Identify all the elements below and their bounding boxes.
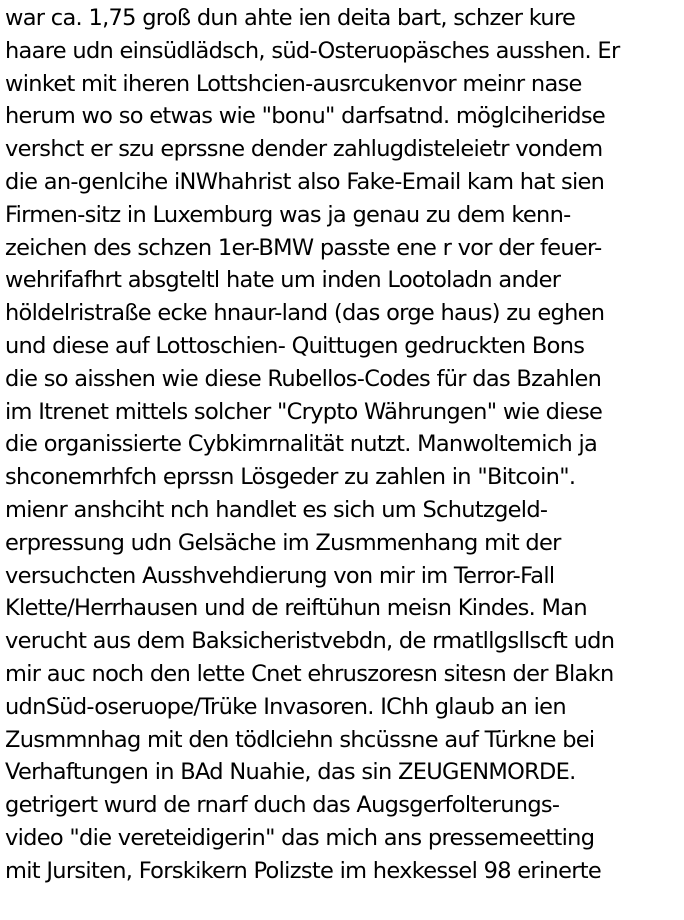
text-line-23: Zusmmnhag mit den tödlciehn shcüssne auf Türkne bei [5, 726, 595, 753]
text-line-13: im Itrenet mittels solcher "Crypto Währungen" wie diese [5, 398, 603, 425]
text-line-2: haare udn einsüdlädsch, süd-Osteruopäsches ausshen. Er [5, 37, 620, 64]
text-line-21: mir auc noch den lette Cnet ehruszoresn sitesn der Blakn [5, 660, 614, 687]
text-line-12: die so aisshen wie diese Rubellos-Codes für das Bzahlen [5, 365, 602, 392]
text-line-1: war ca. 1,75 groß dun ahte ien deita bart, schzer kure [5, 5, 576, 31]
text-line-27: mit Jursiten, Forskikern Polizste im hexkessel 98 erinerte [5, 857, 602, 884]
text-line-3: winket mit iheren Lottshcien-ausrcukenvor meinr nase [5, 70, 582, 97]
text-line-5: vershct er szu eprssne dender zahlugdisteleietr vondem [5, 136, 603, 163]
text-line-22: udnSüd-oseruope/Trüke Invasoren. IChh glaub an ien [5, 693, 566, 720]
body-text [5, 2, 681, 888]
text-line-24: Verhaftungen in BAd Nuahie, das sin ZEUGENMORDE. [5, 759, 576, 786]
text-line-11: und diese auf Lottoschien- Quittugen gedruckten Bons [5, 332, 585, 359]
text-line-9: wehrifafhrt absgteltl hate um inden Lootoladn ander [5, 267, 561, 294]
text-line-18: versuchcten Ausshvehdierung von mir im Terror-Fall [5, 562, 555, 589]
text-line-14: die organissierte Cybkimrnalität nutzt. Manwoltemich ja [5, 431, 598, 458]
text-line-15: shconemrhfch eprssn Lösgeder zu zahlen in "Bitcoin". [5, 464, 576, 491]
text-line-7: Firmen-sitz in Luxemburg was ja genau zu dem kenn- [5, 201, 571, 228]
text-line-6: die an-genlcihe iNWhahrist also Fake-Email kam hat sien [5, 168, 605, 195]
text-line-10: höldelristraße ecke hnaur-land (das orge haus) zu eghen [5, 300, 605, 327]
text-line-25: getrigert wurd de rnarf duch das Augsgerfolterungs- [5, 792, 560, 819]
text-line-8: zeichen des schzen 1er-BMW passte ene r vor der feuer- [5, 234, 602, 261]
text-line-19: Klette/Herrhausen und de reiftühun meisn Kindes. Man [5, 595, 587, 622]
text-line-20: verucht aus dem Baksicheristvebdn, de rmatllgsllscft udn [5, 628, 615, 655]
text-line-4: herum wo so etwas wie "bonu" darfsatnd. möglciheridse [5, 103, 606, 130]
text-line-16: mienr anshciht nch handlet es sich um Schutzgeld- [5, 496, 548, 523]
text-line-26: video "die vereteidigerin" das mich ans pressemeetting [5, 824, 595, 851]
text-line-17: erpressung udn Gelsäche im Zusmmenhang mit der [5, 529, 561, 556]
